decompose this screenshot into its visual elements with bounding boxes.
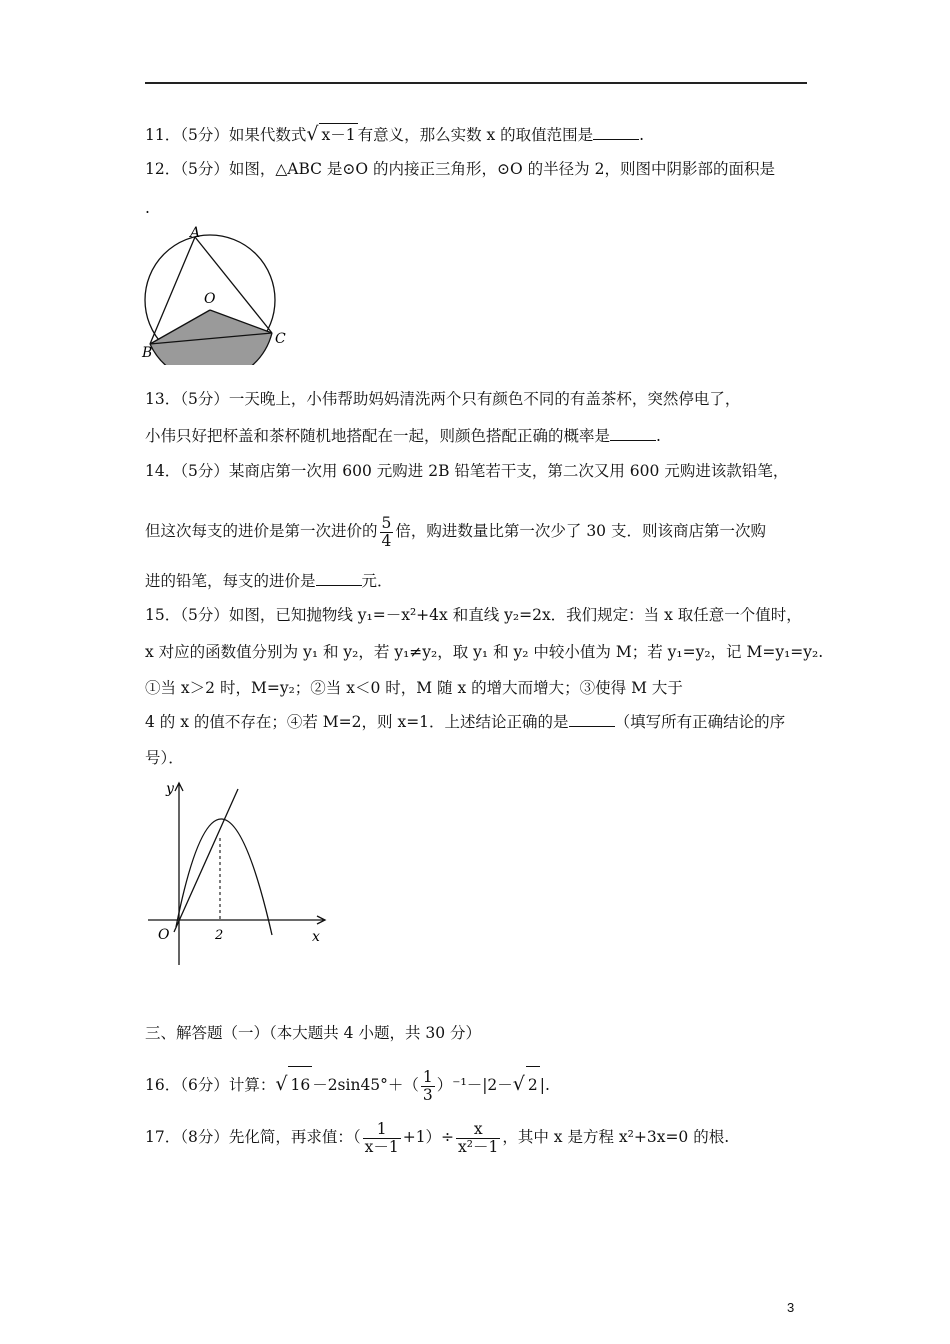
q14-text: 但这次每支的进价是第一次进价的 [145,522,378,540]
y-label: y [166,781,174,797]
parabola-line-figure [140,775,340,974]
parabola-y1 [176,819,272,935]
question-15-line3: ①当 x＞2 时，M=y₂；②当 x＜0 时，M 随 x 的增大而增大；③使得 M 大于 [145,679,683,697]
question-15-line4 [145,711,785,733]
question-12-end: . [145,199,150,217]
q16-end: |. [539,1076,550,1094]
question-12: 12．（5分）如图，△ABC 是⊙O 的内接正三角形，⊙O 的半径为 2，则图中阴影部的面积是 [145,160,775,178]
section-3-heading: 三、解答题（一）（本大题共 4 小题，共 30 分） [145,1024,482,1042]
frac-denominator: 3 [422,1085,433,1104]
q14-end: 元． [361,572,393,590]
circle-triangle-figure [140,225,300,369]
q11-text: 11．（5分）如果代数式 [145,126,307,144]
answer-blank [569,712,615,727]
q15-text: 4 的 x 的值不存在；④若 M=2，则 x=1．上述结论正确的是 [145,713,569,731]
fraction-5-4 [380,515,394,550]
x-label: x [312,929,320,945]
label-o: O [204,291,216,307]
header-rule [145,82,807,84]
question-14-line2 [145,513,766,550]
radical-sign: √ [512,1073,525,1095]
question-15: 15．（5分）如图，已知抛物线 y₁=－x²+4x 和直线 y₂=2x．我们规定：当 x 取任意一个值时， [145,606,802,624]
q15-text-post: （填写所有正确结论的序 [614,713,786,731]
frac-denominator: x－1 [364,1137,399,1156]
q17-text-post: ，其中 x 是方程 x²+3x=0 的根. [502,1128,730,1146]
radical-sign: √ [306,123,319,145]
origin-label: O [158,927,170,943]
frac-numerator: 5 [381,513,392,532]
q14-text-post: 倍，购进数量比第一次少了 30 支．则该商店第一次购 [395,522,766,540]
q16-text: 16．（6分）计算： [145,1076,276,1094]
q14-text-3: 进的铅笔，每支的进价是 [145,572,316,590]
radical-sign: √ [275,1073,288,1095]
frac-denominator: 4 [381,531,392,550]
q17-text-mid: +1）÷ [402,1128,455,1146]
question-13-line2 [145,425,661,447]
line-y2 [174,789,238,932]
answer-blank [316,571,362,586]
fraction-x-over-x2-1 [456,1121,500,1156]
fraction-1-3 [421,1069,435,1104]
q13-end: . [656,427,661,445]
q17-text: 17．（8分）先化简，再求值：（ [145,1128,361,1146]
fraction-1-over-x-1 [363,1121,401,1156]
frac-numerator: x [456,1121,500,1139]
label-a: A [190,225,201,241]
frac-numerator: 1 [363,1121,401,1139]
question-15-line5: 号）． [145,749,184,767]
tick-label-2: 2 [215,928,224,943]
q11-text-post: 有意义，那么实数 x 的取值范围是 [357,126,594,144]
q16-radicand-16: 16 [288,1066,312,1103]
shaded-region [150,310,272,365]
question-16 [145,1066,550,1104]
page-number: 3 [787,1300,795,1315]
q11-end: . [639,126,645,144]
frac-numerator: 1 [422,1067,433,1086]
q13-text: 小伟只好把杯盖和茶杯随机地搭配在一起，则颜色搭配正确的概率是 [145,427,611,445]
answer-blank [593,125,639,140]
q16-text-exp: ）⁻¹－|2－ [436,1076,513,1094]
question-13: 13．（5分）一天晚上，小伟帮助妈妈清洗两个只有颜色不同的有盖茶杯，突然停电了， [145,390,741,408]
label-c: C [275,331,286,347]
question-17 [145,1118,729,1156]
question-11 [145,123,644,146]
frac-denominator: x²－1 [458,1137,499,1156]
label-b: B [142,345,153,361]
q16-text-mid: －2sin45°＋（ [312,1076,419,1094]
q11-radicand: x－1 [319,123,357,146]
question-15-line2: x 对应的函数值分别为 y₁ 和 y₂，若 y₁≠y₂，取 y₁ 和 y₂ 中较小值为 M；若 y₁=y₂，记 M=y₁=y₂. [145,643,824,661]
question-14: 14．（5分）某商店第一次用 600 元购进 2B 铅笔若干支，第二次又用 600 元购进该款铅笔， [145,462,789,480]
answer-blank [610,426,656,441]
question-14-line3 [145,570,393,592]
q16-radicand-2: 2 [526,1066,540,1103]
